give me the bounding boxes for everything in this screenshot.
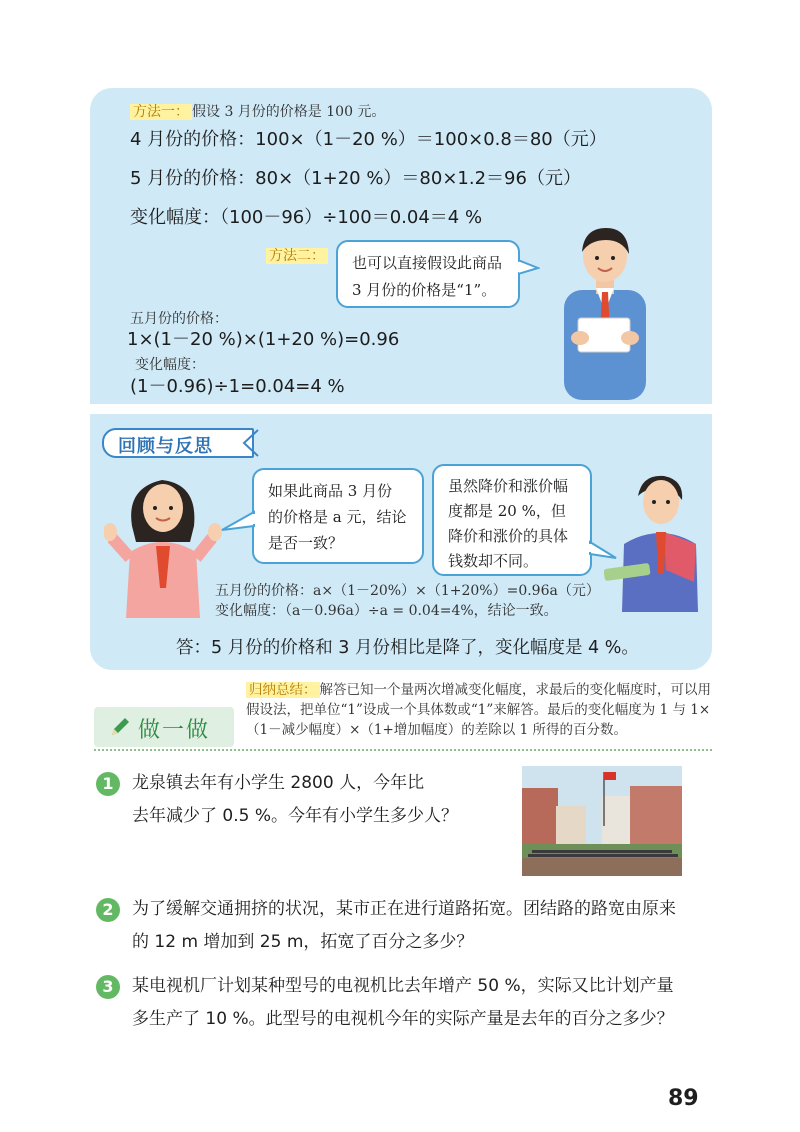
girl-speech-bubble [252,468,424,564]
question-1-line-1: 龙泉镇去年有小学生 2800 人，今年比 [132,773,425,793]
doit-title: 做一做 [138,718,211,743]
review-tab-arrow [238,428,262,458]
method1-assumption: 假设 3 月份的价格是 100 元。 [192,104,386,120]
bubble-line: 的价格是 a 元，结论 [268,508,407,526]
question-3-line-1: 某电视机厂计划某种型号的电视机比去年增产 50 %，实际又比计划产量 [132,976,674,996]
question-number-2: 2 [96,898,120,922]
bubble-line: 钱数却不同。 [448,552,539,570]
question-2-line-2: 的 12 m 增加到 25 m，拓宽了百分之多少？ [132,932,474,952]
question-1-line-2: 去年减少了 0.5 %。今年有小学生多少人？ [132,806,458,826]
may-label-m2: 五月份的价格： [130,311,228,327]
method2-speech-bubble [336,240,520,308]
change-label-m2: 变化幅度： [135,357,205,373]
bubble-line: 如果此商品 3 月份 [268,482,393,500]
school-photo [522,766,682,876]
girl-illustration [104,468,222,618]
bubble-line: 是否一致？ [268,534,344,552]
summary-block [246,680,714,740]
page-number: 89 [668,1086,699,1111]
bubble-line: 度都是 20 %，但 [448,502,566,520]
boy-reading-illustration [550,222,660,402]
question-2-line-1: 为了缓解交通拥挤的状况，某市正在进行道路拓宽。团结路的路宽由原来 [132,899,676,919]
doit-tab [94,707,234,747]
bubble-line: 也可以直接假设此商品 [352,254,503,272]
girl-bubble-tail [220,510,256,536]
question-3-line-2: 多生产了 10 %。此型号的电视机今年的实际产量是去年的百分之多少？ [132,1009,674,1029]
bubble-tail [518,258,540,278]
method1-label: 方法一： [130,104,192,120]
may-price-line: 5 月份的价格：80×（1+20 %）＝80×1.2＝96（元） [130,168,581,189]
method1-assumption-line [130,101,385,121]
question-number-3: 3 [96,975,120,999]
april-price-line: 4 月份的价格：100×（1－20 %）＝100×0.8＝80（元） [130,129,607,150]
review-title: 回顾与反思 [118,436,213,457]
change-line: 变化幅度：（100－96）÷100＝0.04＝4 % [130,207,483,228]
section-divider [94,749,712,751]
summary-text: 解答已知一个量两次增减变化幅度，求最后的变化幅度时，可以用假设法，把单位“1”设成一个具体数或“1”来解答。最后的变化幅度为 1 与 1×（1－减少幅度）×（1+增加幅度）的差除以 1 所得的百分数。 [246,682,711,738]
method2-label-wrap [266,245,328,265]
review-formula-2: 变化幅度：（a－0.96a）÷a = 0.04=4%，结论一致。 [215,603,558,619]
bubble-line: 虽然降价和涨价幅 [448,477,569,495]
method2-label: 方法二： [266,248,328,264]
boy-speech-bubble [432,464,592,576]
question-number-1: 1 [96,772,120,796]
may-formula-m2: 1×(1－20 %)×(1+20 %)=0.96 [127,329,400,350]
change-formula-m2: (1－0.96)÷1=0.04=4 % [130,376,345,397]
summary-label: 归纳总结： [246,682,320,698]
review-formula-1: 五月份的价格：a×（1－20%）×（1+20%）=0.96a（元） [215,583,600,599]
review-title-tab [102,428,254,458]
bubble-line: 降价和涨价的具体 [448,527,569,545]
pencil-icon [108,715,132,739]
boy-with-book-illustration [604,470,704,612]
answer-line: 答：5 月份的价格和 3 月份相比是降了，变化幅度是 4 %。 [176,638,639,658]
bubble-line: 3 月份的价格是“1”。 [352,281,497,299]
